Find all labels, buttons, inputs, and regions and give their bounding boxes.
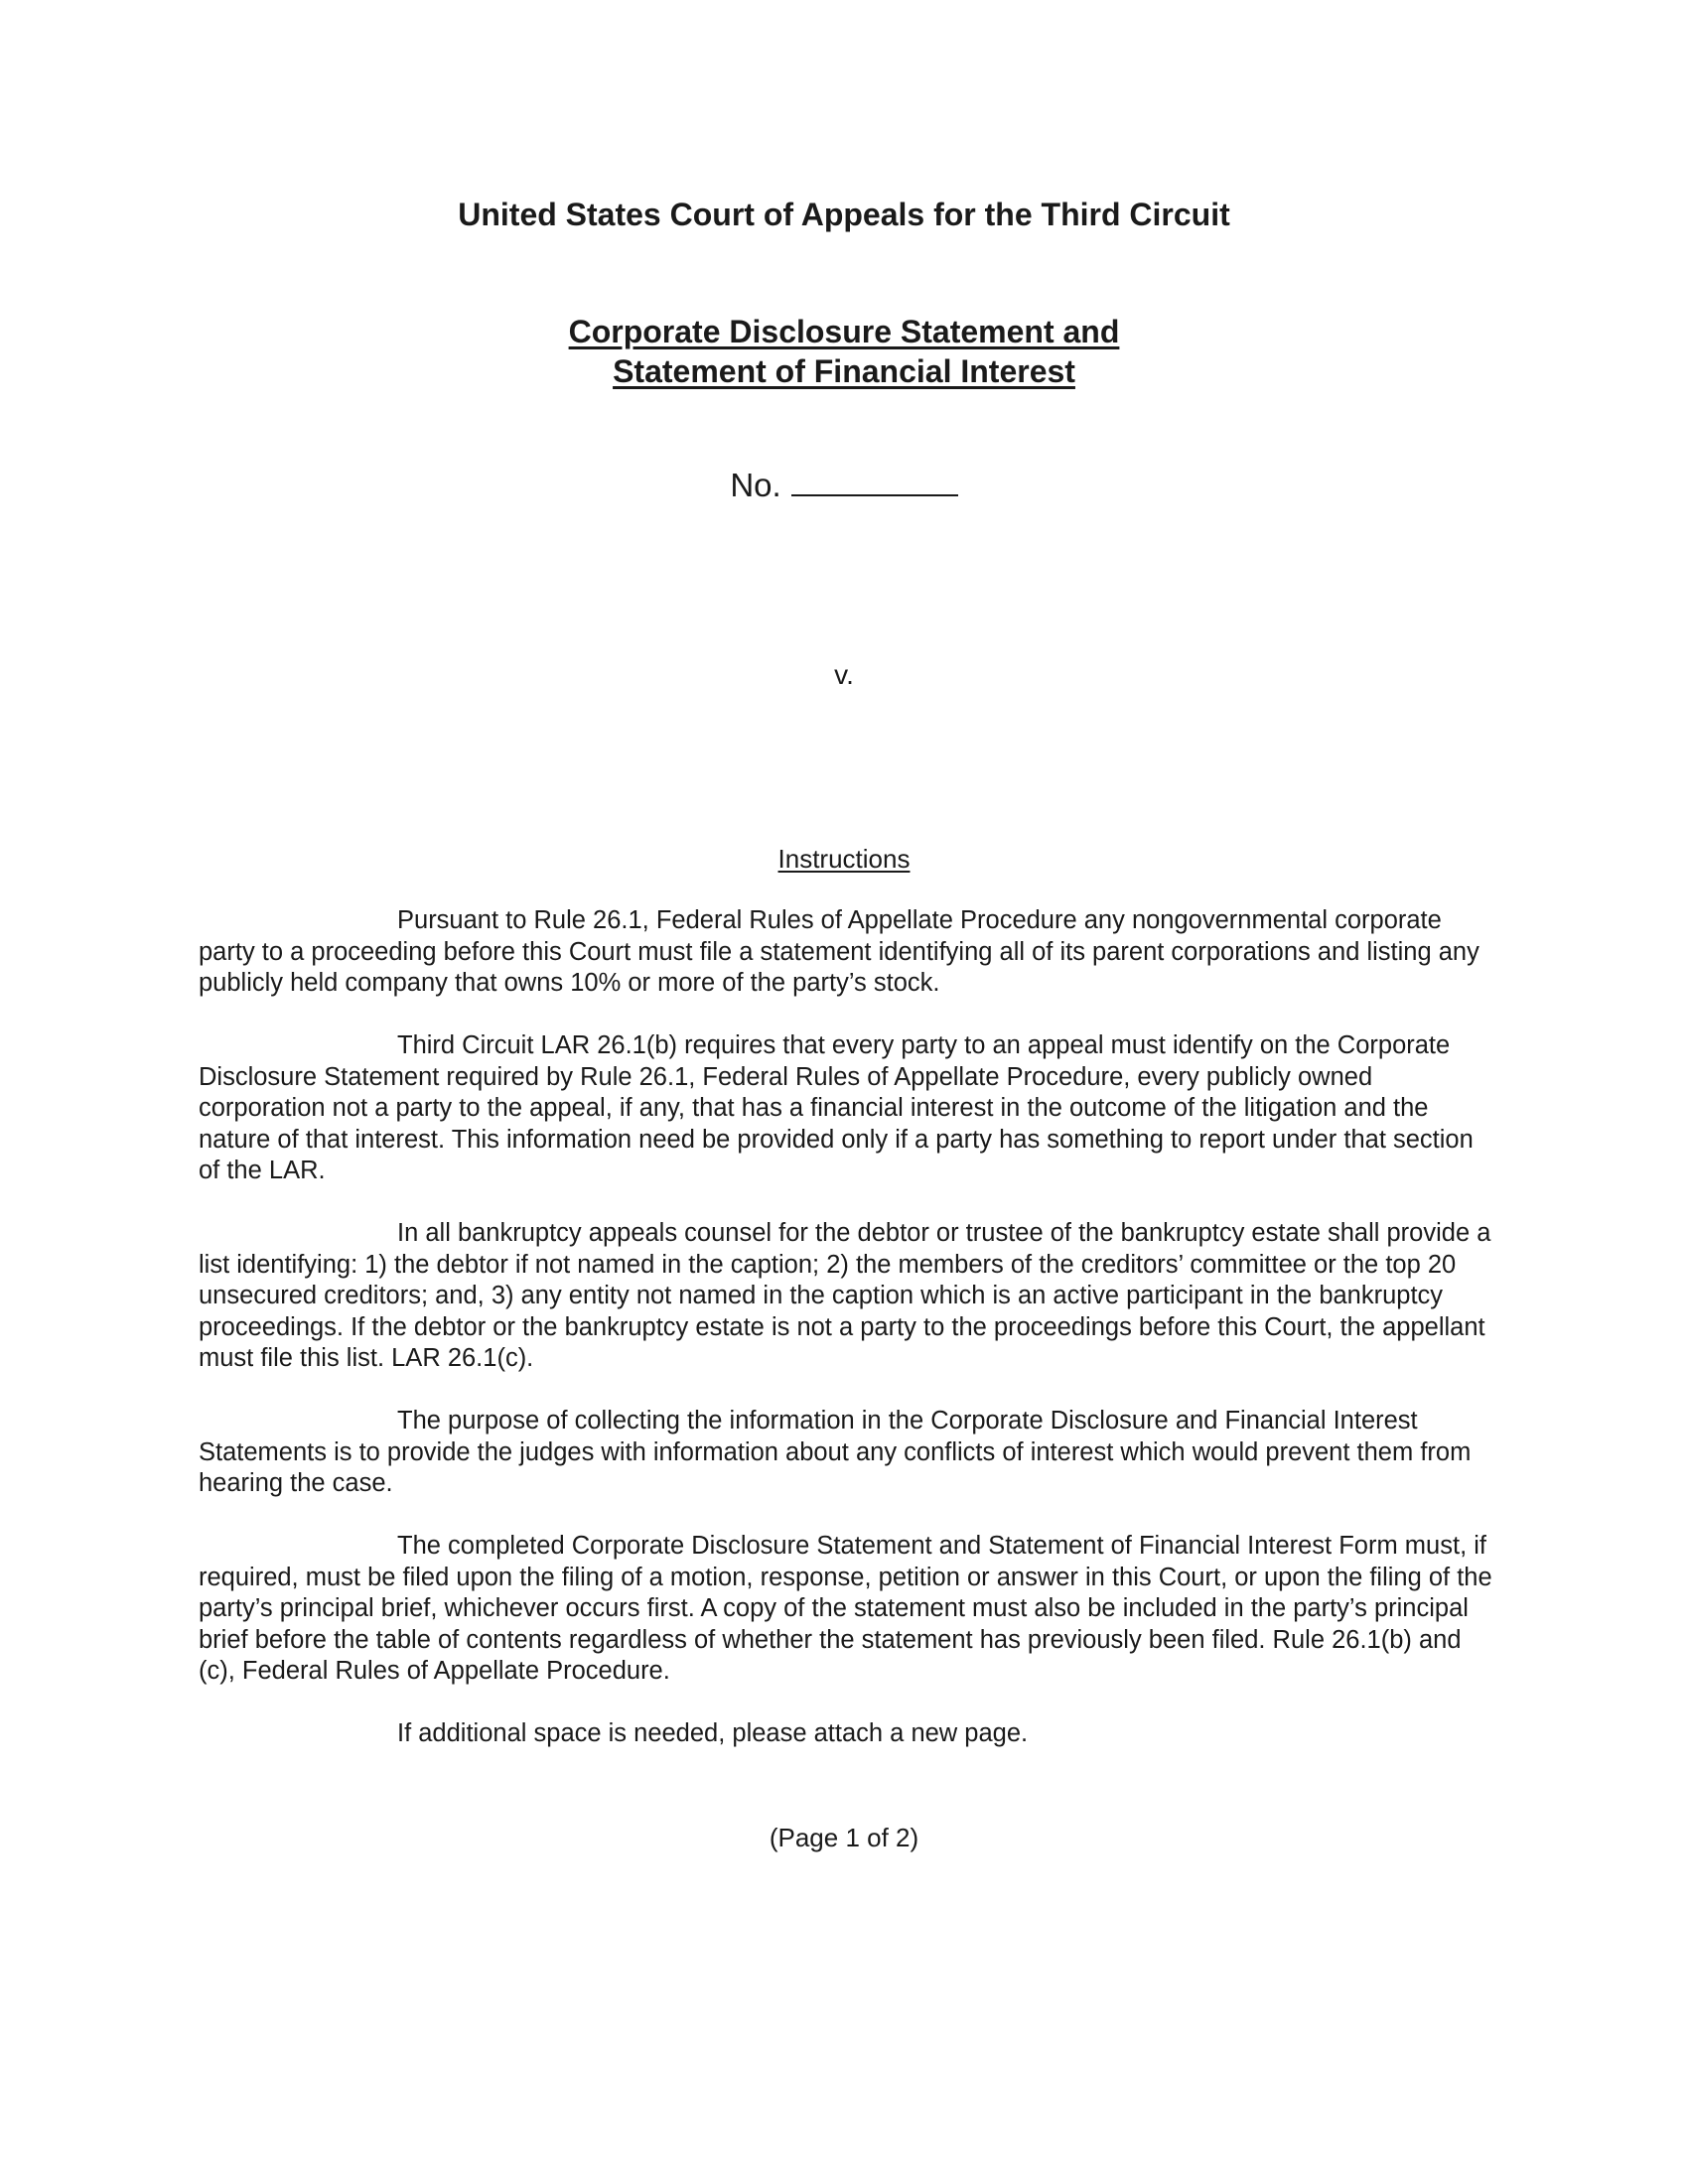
instructions-heading-text: Instructions [777, 844, 911, 874]
paragraph-additional-space: If additional space is needed, please attach a new page. [397, 1719, 1029, 1747]
case-number-blank [791, 465, 958, 496]
paragraph-rule-26-1: Pursuant to Rule 26.1, Federal Rules of Appellate Procedure any nongovernmental corporate party to a proceeding before this Court must file a statement identifying all of its parent corporations and listing any publicly held company that owns 10% or more of the party’s stock. [199, 906, 1479, 997]
instructions-heading [0, 844, 1688, 875]
paragraph-purpose: The purpose of collecting the information in the Corporate Disclosure and Financial Interest Statements is to provide the judges with information about any conflicts of interest which would prevent them from hearing the case. [199, 1407, 1472, 1497]
form-title [0, 312, 1688, 391]
instructions-body [199, 905, 1499, 1781]
paragraph-lar-26-1b: Third Circuit LAR 26.1(b) requires that every party to an appeal must identify on the Corporate Disclosure Statement required by Rule 26.1, Federal Rules of Appellate Procedure, every publicly owned corporation not a party to the appeal, if any, that has a financial interest in the outcome of the litigation and the nature of that interest. This information need be provided only if a party has something to report under that section of the LAR. [199, 1031, 1474, 1184]
versus-label: v. [834, 659, 854, 690]
court-title: United States Court of Appeals for the Third Circuit [458, 197, 1230, 232]
paragraph-bankruptcy: In all bankruptcy appeals counsel for the debtor or trustee of the bankruptcy estate shall provide a list identifying: 1) the debtor if not named in the caption; 2) the members of the creditors’ committee or the top 20 unsecured creditors; and, 3) any entity not named in the caption which is an active participant in the bankruptcy proceedings. If the debtor or the bankruptcy estate is not a party to the proceedings before this Court, the appellant must file this list. LAR 26.1(c). [199, 1219, 1491, 1372]
case-number [0, 465, 1688, 504]
case-number-label: No. [730, 467, 781, 503]
page-indicator: (Page 1 of 2) [769, 1823, 919, 1852]
form-title-line-2: Statement of Financial Interest [613, 353, 1075, 389]
form-title-line-1: Corporate Disclosure Statement and [568, 314, 1120, 349]
paragraph-filing: The completed Corporate Disclosure Statement and Statement of Financial Interest Form must, if required, must be filed upon the filing of a motion, response, petition or answer in this Court, or upon the filing of the party’s principal brief, whichever occurs first. A copy of the statement must also be included in the party’s principal brief before the table of contents regardless of whether the statement has previously been filed. Rule 26.1(b) and (c), Federal Rules of Appellate Procedure. [199, 1532, 1492, 1685]
